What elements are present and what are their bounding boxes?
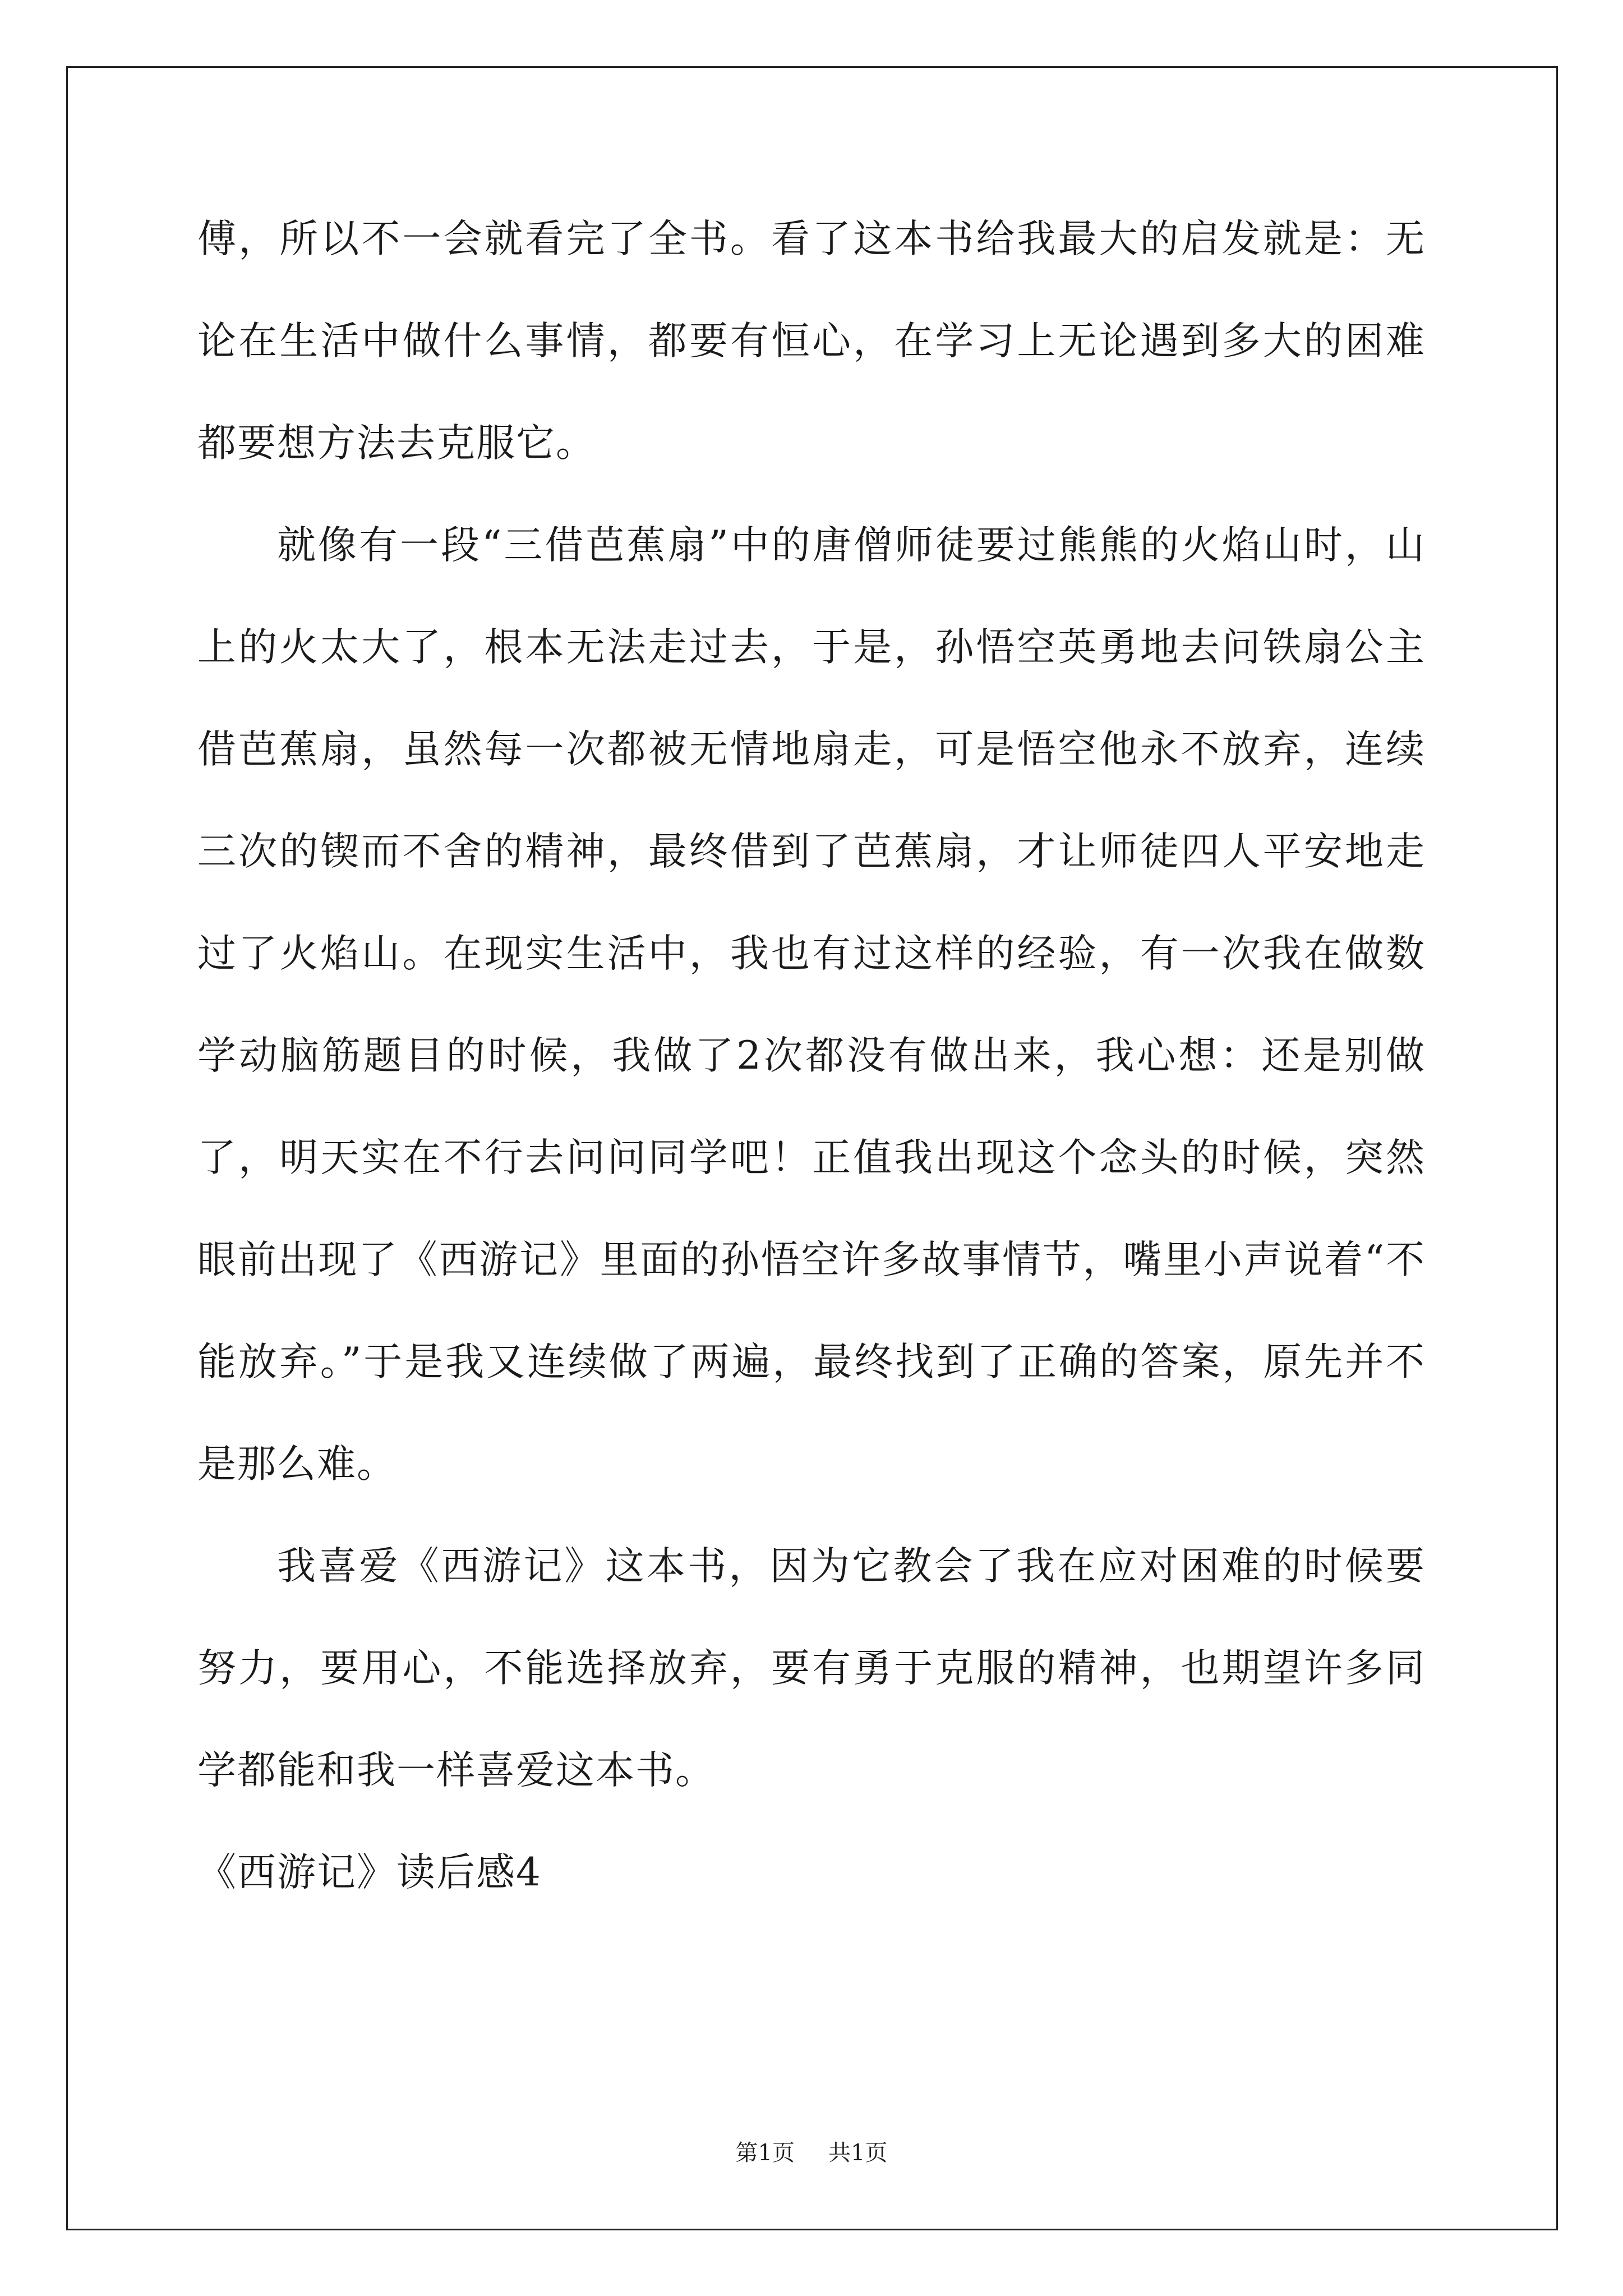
page-footer bbox=[0, 2136, 1623, 2170]
total-pages: 共1页 bbox=[828, 2140, 888, 2166]
paragraph-1: 傅，所以不一会就看完了全书。看了这本书给我最大的启发就是：无论在生活中做什么事情，都要有恒心，在学习上无论遇到多大的困难都要想方法去克服它。 bbox=[197, 217, 1426, 466]
document-body bbox=[197, 188, 1426, 1924]
paragraph-2: 就像有一段“三借芭蕉扇”中的唐僧师徒要过熊熊的火焰山时，山上的火太大了，根本无法走过去，于是，孙悟空英勇地去问铁扇公主借芭蕉扇，虽然每一次都被无情地扇走，可是悟空他永不放弃，连续三次的锲而不舍的精神，最终借到了芭蕉扇，才让师徒四人平安地走过了火焰山。在现实生活中，我也有过这样的经验，有一次我在做数学动脑筋题目的时候，我做了2次都没有做出来，我心想：还是别做了，明天实在不行去问问同学吧！正值我出现这个念头的时候，突然眼前出现了《西游记》里面的孙悟空许多故事情节，嘴里小声说着“不能放弃。”于是我又连续做了两遍，最终找到了正确的答案，原先并不是那么难。 bbox=[197, 523, 1426, 1487]
page-number: 第1页 bbox=[735, 2140, 795, 2166]
paragraph-3: 我喜爱《西游记》这本书，因为它教会了我在应对困难的时候要努力，要用心，不能选择放弃，要有勇于克服的精神，也期望许多同学都能和我一样喜爱这本书。 bbox=[197, 1544, 1426, 1793]
section-heading: 《西游记》读后感4 bbox=[197, 1850, 542, 1895]
